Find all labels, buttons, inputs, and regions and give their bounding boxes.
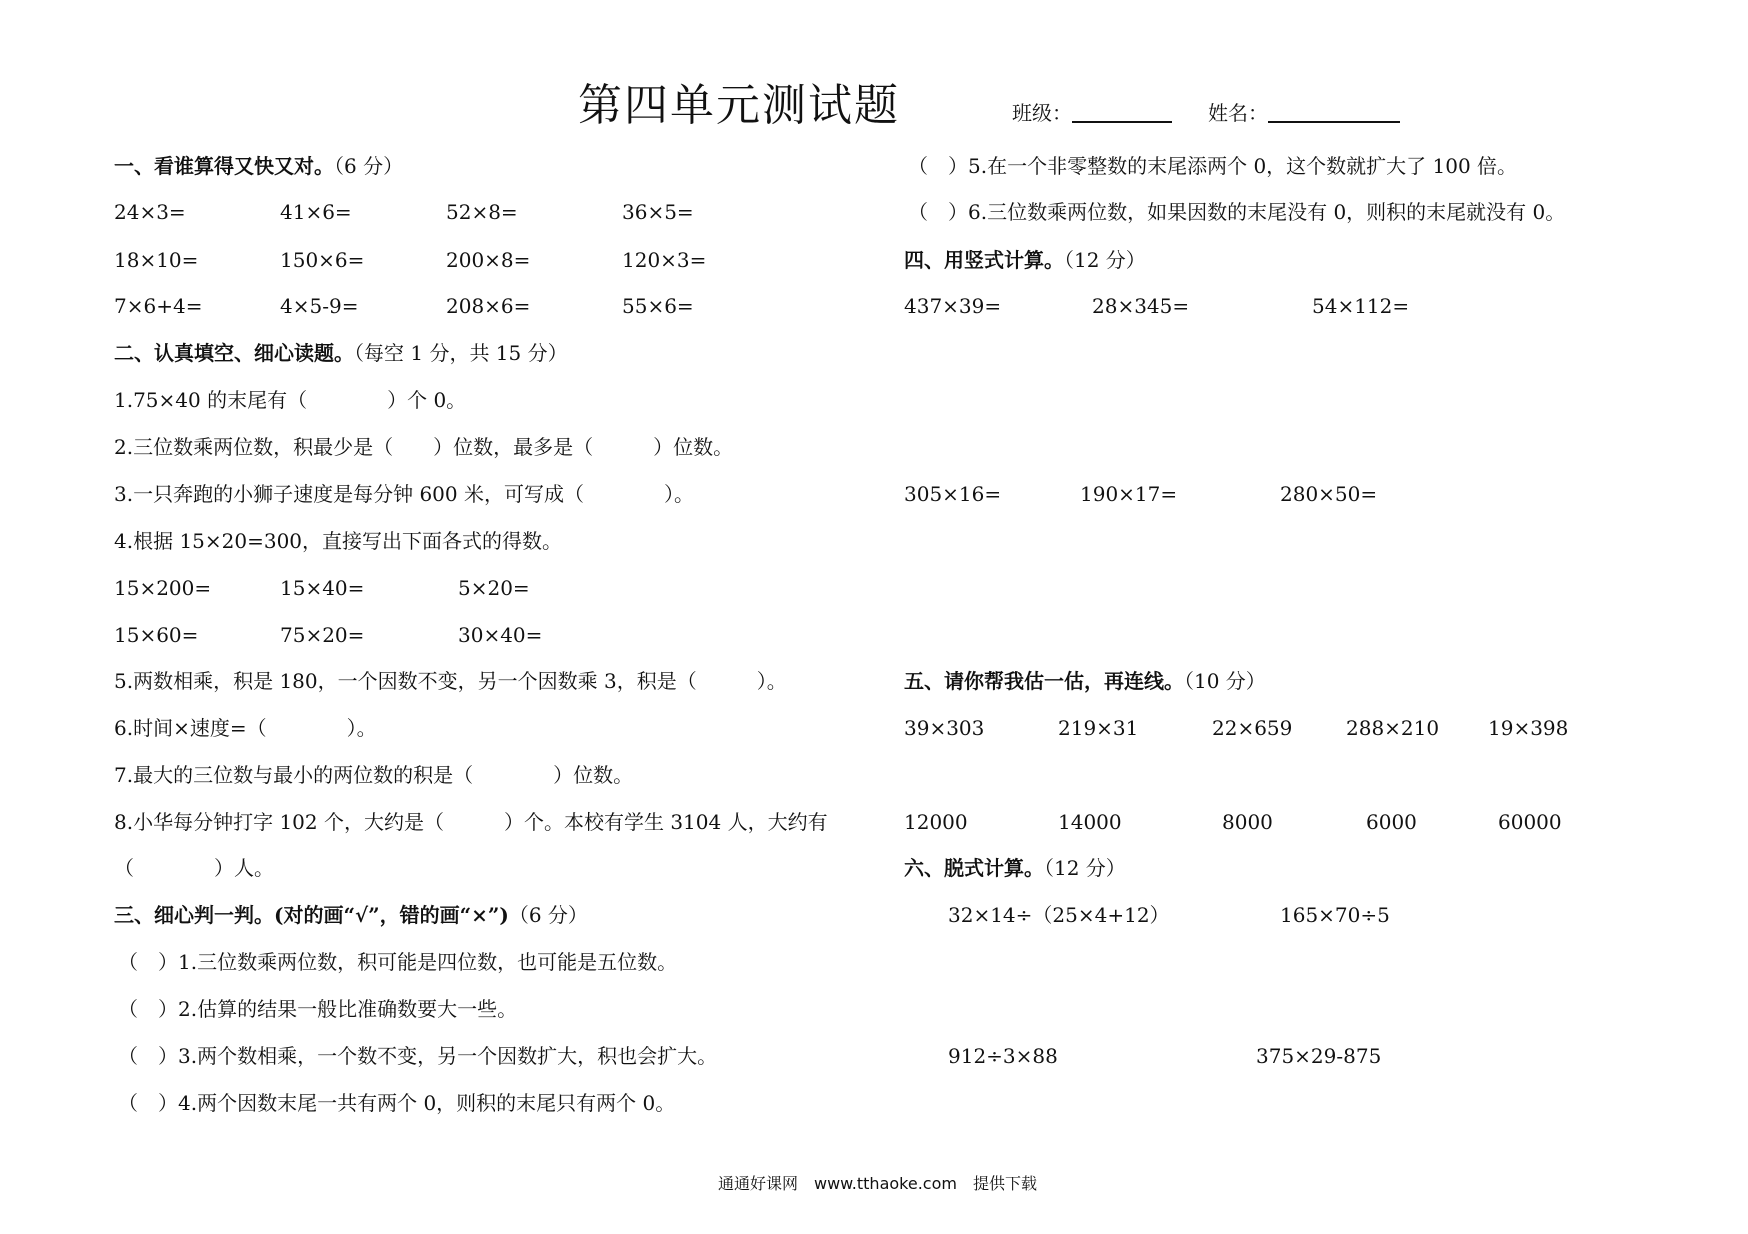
fill-question: 1.75×40 的末尾有（ ）个 0。 bbox=[114, 388, 467, 412]
calc-item: 15×40= bbox=[280, 576, 365, 600]
calc-item: 15×60= bbox=[114, 623, 199, 647]
calc-item: 4×5-9= bbox=[280, 294, 359, 318]
fill-question: 8.小华每分钟打字 102 个，大约是（ ）个。本校有学生 3104 人，大约有 bbox=[114, 810, 828, 834]
calc-item: 280×50= bbox=[1280, 482, 1378, 506]
name-blank[interactable] bbox=[1268, 101, 1400, 123]
calc-item: 54×112= bbox=[1312, 294, 1410, 318]
section-1-heading: 一、看谁算得又快又对。（6 分） bbox=[114, 154, 404, 178]
class-blank[interactable] bbox=[1072, 101, 1172, 123]
name-label: 姓名： bbox=[1208, 101, 1268, 125]
estimate-expression[interactable]: 288×210 bbox=[1346, 716, 1440, 740]
fill-question: （ ）人。 bbox=[114, 856, 274, 880]
calc-item: 36×5= bbox=[622, 200, 694, 224]
section-2-heading: 二、认真填空、细心读题。（每空 1 分，共 15 分） bbox=[114, 341, 568, 365]
estimate-expression[interactable]: 19×398 bbox=[1488, 716, 1569, 740]
fill-question: 6.时间×速度=（ ）。 bbox=[114, 716, 377, 740]
fill-question: 2.三位数乘两位数，积最少是（ ）位数，最多是（ ）位数。 bbox=[114, 435, 734, 459]
estimate-value[interactable]: 14000 bbox=[1058, 810, 1122, 834]
estimate-expression[interactable]: 219×31 bbox=[1058, 716, 1139, 740]
class-field[interactable] bbox=[1012, 101, 1172, 123]
fill-question: 4.根据 15×20=300，直接写出下面各式的得数。 bbox=[114, 529, 563, 553]
calc-item: 190×17= bbox=[1080, 482, 1178, 506]
section-5-heading: 五、请你帮我估一估，再连线。（10 分） bbox=[904, 669, 1266, 693]
calc-item: 55×6= bbox=[622, 294, 694, 318]
calc-item: 32×14÷（25×4+12） bbox=[948, 903, 1170, 927]
calc-item: 24×3= bbox=[114, 200, 186, 224]
estimate-value[interactable]: 6000 bbox=[1366, 810, 1417, 834]
calc-item: 375×29-875 bbox=[1256, 1044, 1382, 1068]
estimate-value[interactable]: 60000 bbox=[1498, 810, 1562, 834]
judge-item: （ ）1.三位数乘两位数，积可能是四位数，也可能是五位数。 bbox=[118, 950, 678, 974]
calc-item: 912÷3×88 bbox=[948, 1044, 1058, 1068]
calc-item: 41×6= bbox=[280, 200, 352, 224]
estimate-value[interactable]: 12000 bbox=[904, 810, 968, 834]
judge-item: （ ）4.两个因数末尾一共有两个 0，则积的末尾只有两个 0。 bbox=[118, 1091, 676, 1115]
calc-item: 75×20= bbox=[280, 623, 365, 647]
calc-item: 30×40= bbox=[458, 623, 543, 647]
calc-item: 165×70÷5 bbox=[1280, 903, 1390, 927]
calc-item: 200×8= bbox=[446, 248, 531, 272]
calc-item: 120×3= bbox=[622, 248, 707, 272]
estimate-value[interactable]: 8000 bbox=[1222, 810, 1273, 834]
estimate-expression[interactable]: 39×303 bbox=[904, 716, 985, 740]
calc-item: 305×16= bbox=[904, 482, 1002, 506]
calc-item: 150×6= bbox=[280, 248, 365, 272]
calc-item: 52×8= bbox=[446, 200, 518, 224]
fill-question: 7.最大的三位数与最小的两位数的积是（ ）位数。 bbox=[114, 763, 634, 787]
estimate-expression[interactable]: 22×659 bbox=[1212, 716, 1293, 740]
class-label: 班级： bbox=[1012, 101, 1072, 125]
section-6-heading: 六、脱式计算。（12 分） bbox=[904, 856, 1126, 880]
fill-question: 5.两数相乘，积是 180，一个因数不变，另一个因数乘 3，积是（ ）。 bbox=[114, 669, 787, 693]
judge-item: （ ）5.在一个非零整数的末尾添两个 0，这个数就扩大了 100 倍。 bbox=[908, 154, 1518, 178]
fill-question: 3.一只奔跑的小狮子速度是每分钟 600 米，可写成（ ）。 bbox=[114, 482, 694, 506]
page-title: 第四单元测试题 bbox=[578, 80, 900, 131]
footer-credit: 通通好课网 www.tthaoke.com 提供下载 bbox=[718, 1174, 1037, 1193]
name-field[interactable] bbox=[1208, 101, 1400, 123]
calc-item: 208×6= bbox=[446, 294, 531, 318]
calc-item: 5×20= bbox=[458, 576, 530, 600]
judge-item: （ ）3.两个数相乘，一个数不变，另一个因数扩大，积也会扩大。 bbox=[118, 1044, 718, 1068]
calc-item: 15×200= bbox=[114, 576, 212, 600]
section-4-heading: 四、用竖式计算。（12 分） bbox=[904, 248, 1146, 272]
calc-item: 7×6+4= bbox=[114, 294, 203, 318]
calc-item: 18×10= bbox=[114, 248, 199, 272]
judge-item: （ ）6.三位数乘两位数，如果因数的末尾没有 0，则积的末尾就没有 0。 bbox=[908, 200, 1566, 224]
calc-item: 437×39= bbox=[904, 294, 1002, 318]
calc-item: 28×345= bbox=[1092, 294, 1190, 318]
judge-item: （ ）2.估算的结果一般比准确数要大一些。 bbox=[118, 997, 518, 1021]
section-3-heading: 三、细心判一判。(对的画“√”，错的画“×”)（6 分） bbox=[114, 903, 588, 927]
